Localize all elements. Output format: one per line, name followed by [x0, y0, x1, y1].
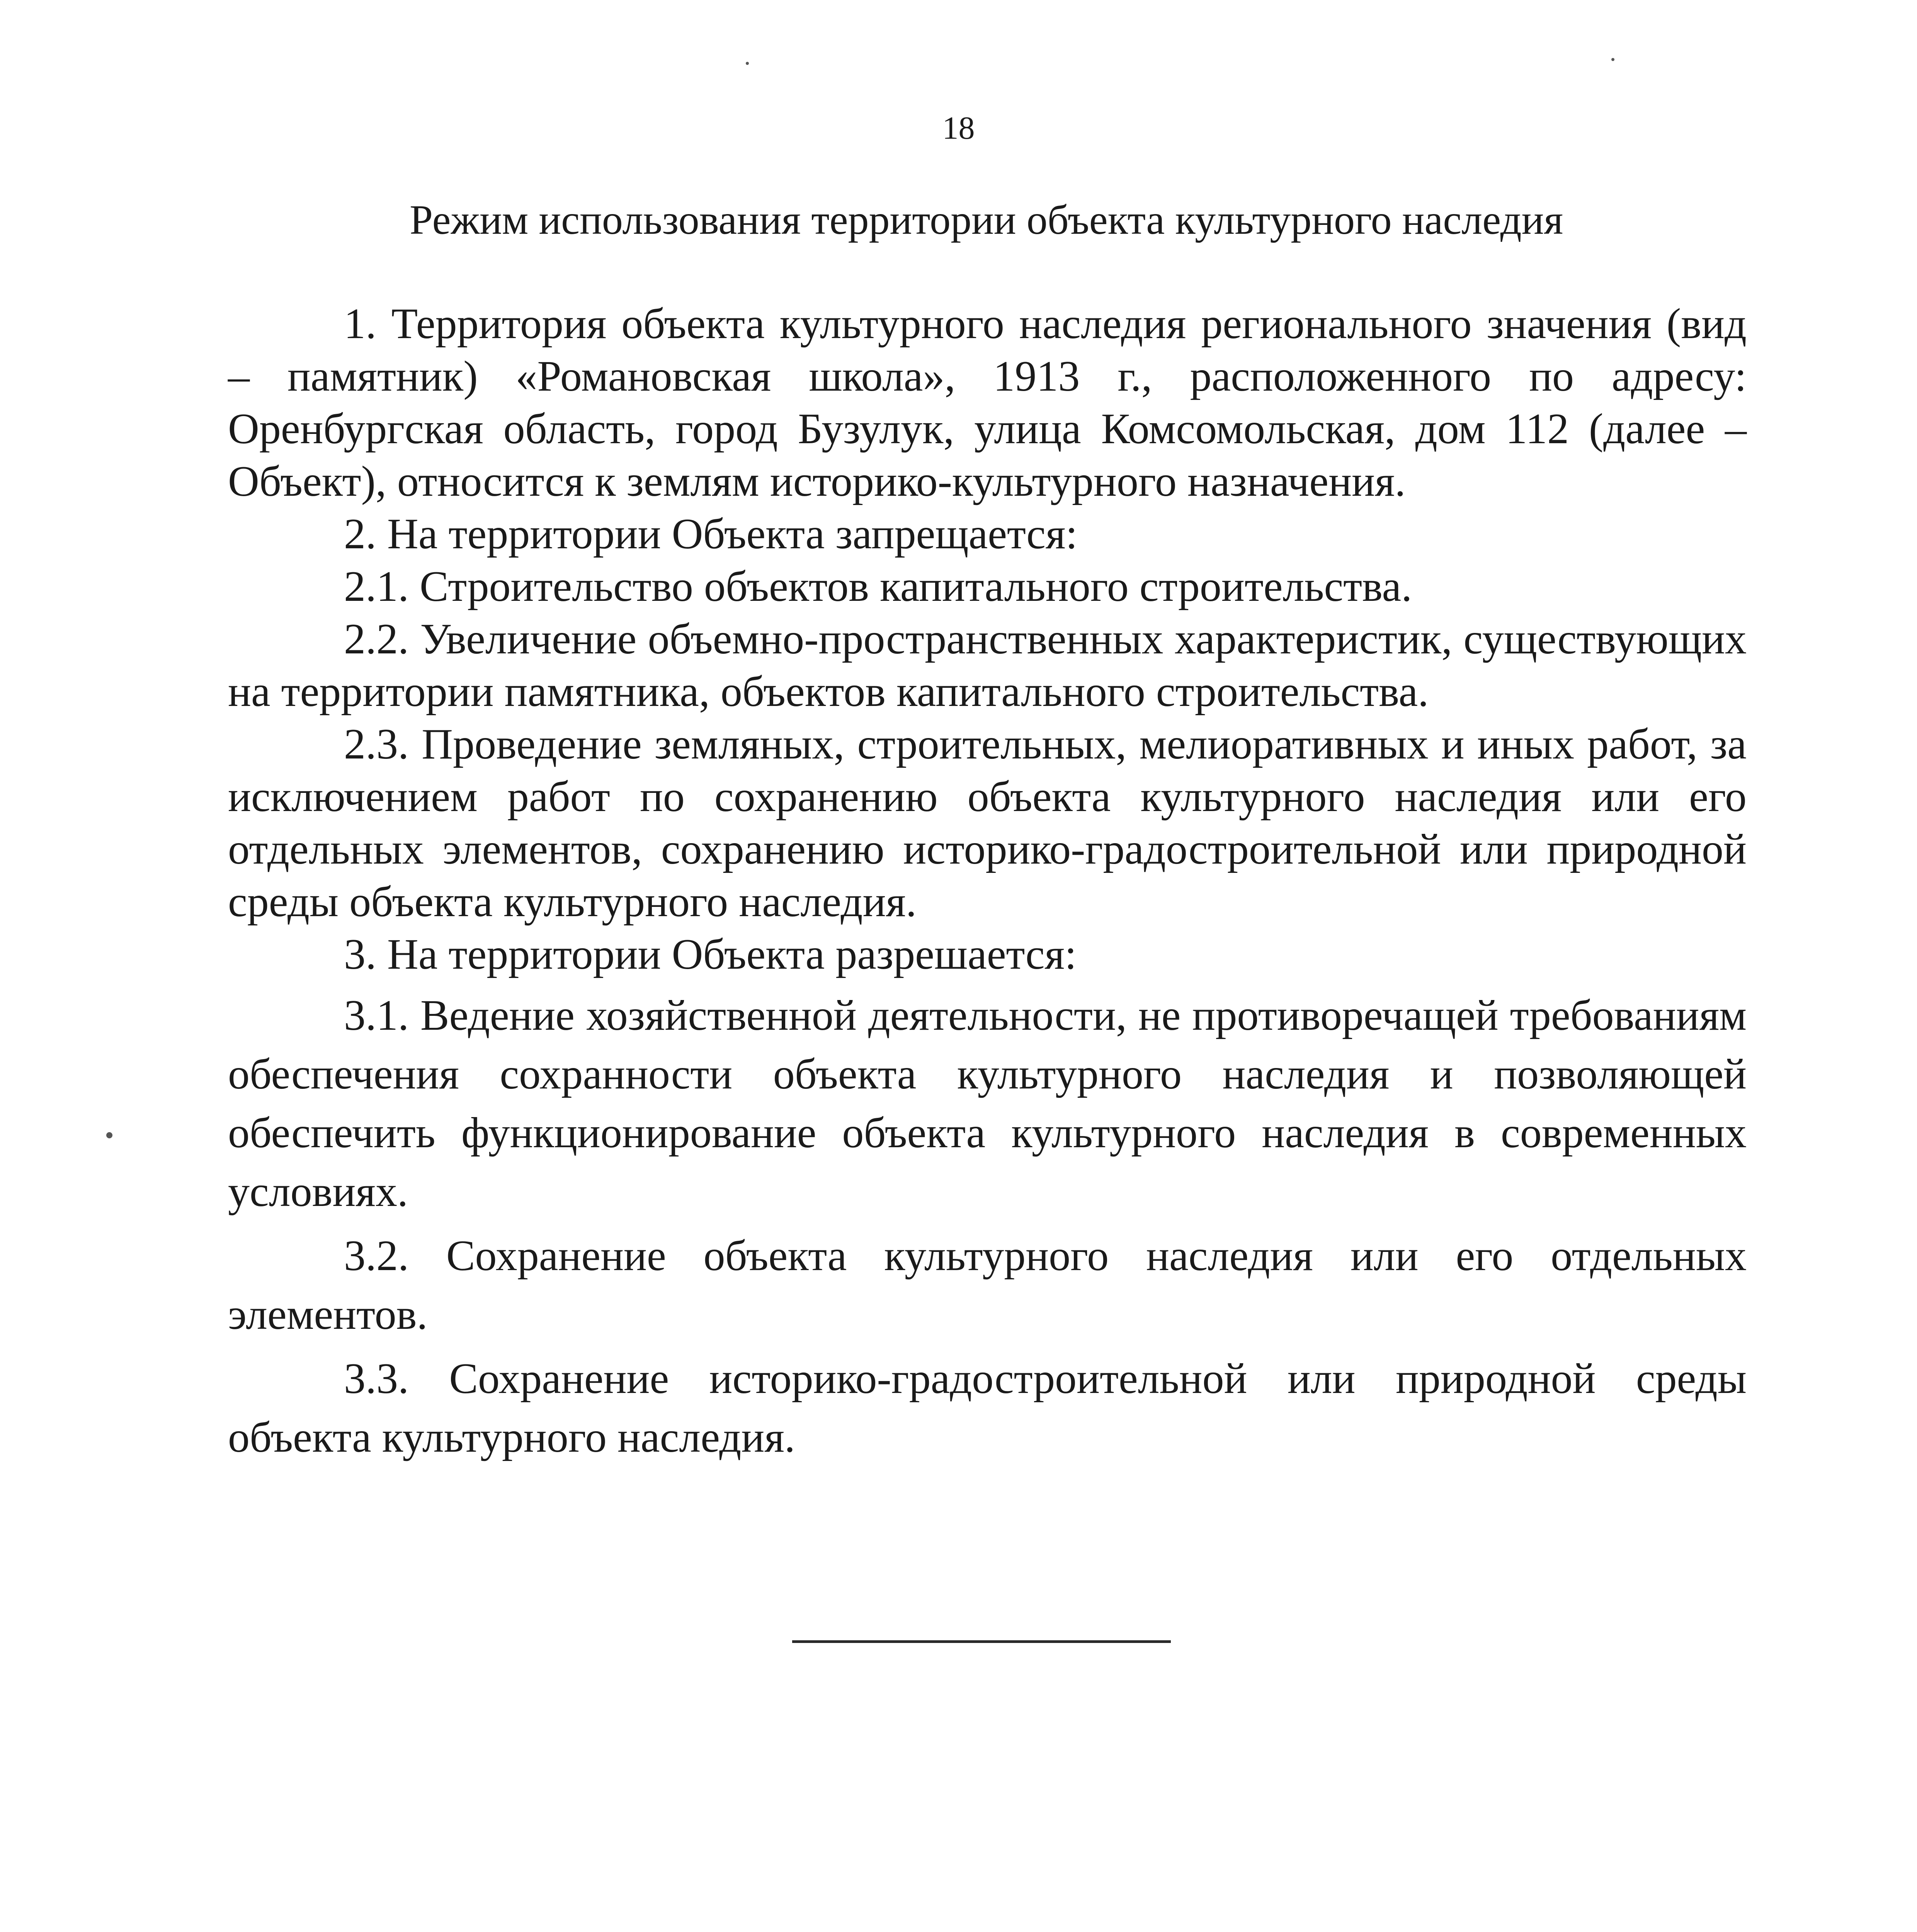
page-number: 18 [942, 110, 975, 146]
scan-speck [106, 1132, 112, 1138]
paragraph-1: 1. Территория объекта культурного наследия регионального значения (вид – памятник) «Романовская школа», 1913 г., расположенного по адресу: Оренбургская область, город Бузулук, улица Комсомольская, дом 112 (далее – Объект), относится к землям историко-культурного назначения. [228, 300, 1747, 505]
paragraph-2-1: 2.1. Строительство объектов капитального строительства. [344, 563, 1412, 611]
paragraph-2: 2. На территории Объекта запрещается: [344, 510, 1078, 558]
scan-speck [746, 62, 749, 65]
paragraph-3: 3. На территории Объекта разрешается: [344, 930, 1077, 978]
paragraph-2-3: 2.3. Проведение земляных, строительных, мелиоративных и иных работ, за исключением работ по сохранению объекта культурного наследия или его отдельных элементов, сохранению историко-градостроительной или природной среды объекта культурного наследия. [228, 720, 1747, 926]
paragraph-3-2: 3.2. Сохранение объекта культурного наследия или его отдельных элементов. [228, 1232, 1747, 1338]
paragraph-3-3: 3.3. Сохранение историко-градостроительной или природной среды объекта культурного наследия. [228, 1355, 1747, 1461]
document-title: Режим использования территории объекта культурного наследия [410, 197, 1563, 243]
closing-separator-line [792, 1640, 1171, 1643]
paragraph-3-1: 3.1. Ведение хозяйственной деятельности, не противоречащей требованиям обеспечения сохранности объекта культурного наследия и позволяющей обеспечить функционирование объекта культурного наследия в современных условиях. [228, 992, 1747, 1216]
document-body [228, 298, 1747, 1467]
scan-speck [1611, 58, 1614, 61]
paragraph-2-2: 2.2. Увеличение объемно-пространственных характеристик, существующих на территории памятника, объектов капитального строительства. [228, 615, 1747, 716]
